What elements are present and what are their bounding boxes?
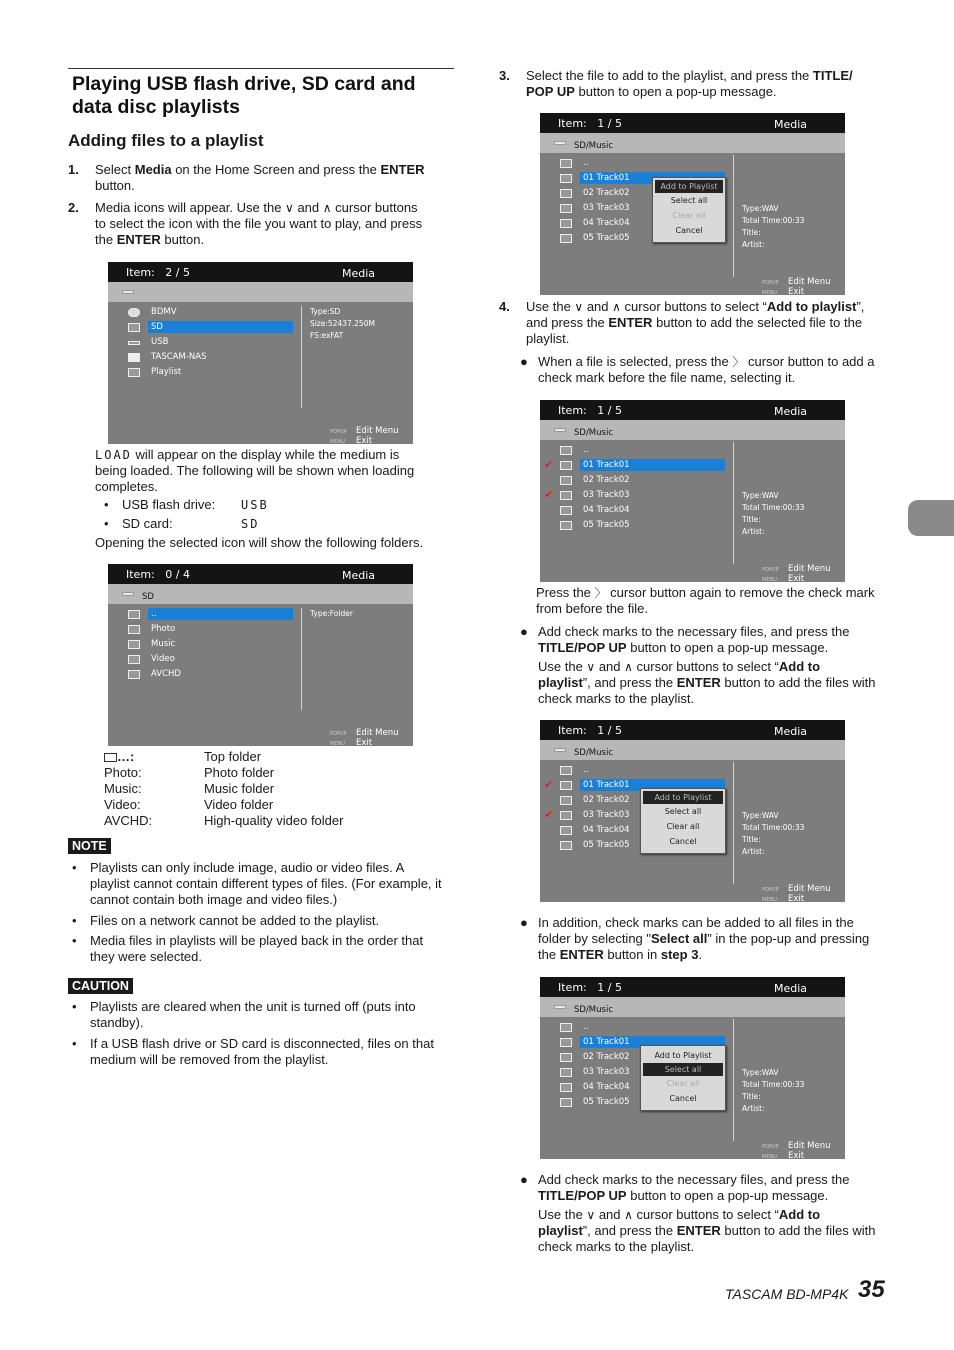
- folder-icon: [560, 766, 572, 775]
- playlist-icon: [128, 368, 140, 377]
- section-title: Adding files to a playlist: [68, 131, 264, 150]
- list-item[interactable]: ..: [560, 1021, 730, 1034]
- item-counter: Item: 0 / 4: [126, 568, 190, 581]
- screen-header: [540, 113, 845, 133]
- step-number: 2.: [68, 200, 79, 215]
- list-item[interactable]: 04 Track04: [560, 1081, 730, 1094]
- check-icon: ✔: [544, 458, 554, 471]
- item-counter: Item: 2 / 5: [126, 266, 190, 279]
- folder-icon: [128, 610, 140, 619]
- list-item[interactable]: 02 Track02: [560, 187, 730, 200]
- usb-icon: [128, 341, 140, 345]
- list-item[interactable]: 02 Track02: [560, 794, 730, 807]
- text: button.: [160, 232, 205, 247]
- folder-icon: [128, 655, 140, 664]
- divider: [301, 306, 302, 408]
- popup-clear-all[interactable]: Clear all: [666, 822, 700, 831]
- list-item[interactable]: 02 Track02: [560, 1051, 730, 1064]
- popup-select-all[interactable]: Select all: [670, 196, 708, 205]
- folder-desc: Top folder: [204, 749, 262, 764]
- music-file-icon: [560, 189, 572, 198]
- step-4: [499, 299, 889, 349]
- text: Media: [134, 162, 172, 177]
- list-item[interactable]: 03 Track03: [560, 1066, 730, 1079]
- popup-menu: [640, 788, 726, 854]
- check-icon: ✔: [544, 778, 554, 791]
- list-item[interactable]: SD: [128, 321, 298, 334]
- up-cursor-icon: ∧: [624, 1208, 633, 1222]
- screen-title: Media: [341, 569, 375, 582]
- path-bar: SD/Music: [540, 133, 845, 153]
- divider: [301, 608, 302, 710]
- list-item: ● In addition, check marks can be added to all files in the folder by selecting "Select all” in the pop-up and pressing the ENTER button in step 3.: [520, 915, 870, 962]
- load-paragraph: [95, 447, 455, 497]
- caution-item: • If a USB flash drive or SD card is disconnected, files on that medium will be removed from the playlist.: [72, 1036, 434, 1067]
- music-file-icon: [560, 1053, 572, 1062]
- music-file-icon: [560, 476, 572, 485]
- folder-icon: [560, 446, 572, 455]
- text: POP UP: [526, 84, 575, 99]
- popup-menu: [640, 1045, 726, 1111]
- text: button.: [95, 178, 135, 193]
- list-item: • SD card: SD: [104, 516, 260, 531]
- divider: [733, 762, 734, 884]
- music-file-icon: [560, 811, 572, 820]
- screen-media: [108, 262, 413, 444]
- screen-header: [108, 262, 413, 282]
- list-item[interactable]: Video: [128, 653, 298, 666]
- screen-title: Media: [773, 982, 807, 995]
- text: being loaded. The following will be shown when loading: [95, 463, 415, 478]
- folder-icon: [128, 670, 140, 679]
- down-cursor-icon: ∨: [586, 660, 596, 674]
- divider: [733, 442, 734, 564]
- path-bar: SD/Music: [540, 740, 845, 760]
- list-item[interactable]: 03 Track03: [560, 809, 730, 822]
- folder-desc: Photo folder: [204, 765, 275, 780]
- list-item[interactable]: ..: [560, 444, 730, 457]
- note-tag: NOTE: [68, 838, 111, 854]
- info-panel: Type:Folder: [310, 609, 353, 618]
- folder-desc: Music folder: [204, 781, 275, 796]
- text: and: [293, 200, 323, 215]
- text-block: Press the 〉 cursor button again to remove the check mark from before the file.: [536, 585, 875, 616]
- folder-key: Video:: [104, 797, 141, 812]
- popup-add-to-playlist[interactable]: Add to Playlist: [655, 180, 723, 193]
- list-item: ● Add check marks to the necessary files, and press the TITLE/POP UP button to open a pop-up message. Use the ∨ and ∧ cursor buttons to select “Add to playlist”, and press the ENTER button to add the files with check marks to the playlist.: [520, 1172, 876, 1254]
- path-bar: SD: [108, 584, 413, 604]
- screen-title: Media: [773, 725, 807, 738]
- check-icon: ✔: [544, 808, 554, 821]
- screen-sd: [108, 564, 413, 746]
- music-file-icon: [560, 219, 572, 228]
- screen-title: Media: [773, 405, 807, 418]
- folder-icon: [560, 159, 572, 168]
- network-icon: [128, 353, 140, 362]
- right-cursor-icon: 〉: [732, 355, 745, 369]
- list-item[interactable]: TASCAM-NAS: [128, 351, 298, 364]
- folder-table: [104, 749, 454, 831]
- text: ENTER: [380, 162, 425, 177]
- footer-hints: POPUP Edit Menu MENU Exit: [762, 564, 831, 582]
- list-item[interactable]: 05 Track05: [560, 1096, 730, 1109]
- screen-header: [108, 564, 413, 584]
- info-panel: Type:WAV Total Time:00:33 Title: Artist:: [742, 1068, 805, 1113]
- folder-icon: [554, 428, 566, 432]
- music-file-icon: [560, 174, 572, 183]
- screen-header: [540, 720, 845, 740]
- divider: [733, 155, 734, 277]
- list-item[interactable]: 05 Track05: [560, 232, 730, 245]
- list-item[interactable]: 05 Track05: [560, 839, 730, 852]
- caution-tag: CAUTION: [68, 978, 133, 994]
- list-item[interactable]: 04 Track04: [560, 504, 730, 517]
- text: cursor buttons: [331, 200, 418, 215]
- list-item[interactable]: 01 Track01: [560, 172, 730, 185]
- footer-hints: POPUP Edit Menu MENU Exit: [762, 1141, 831, 1159]
- music-file-icon: [560, 1038, 572, 1047]
- item-counter: Item: 1 / 5: [558, 981, 622, 994]
- path-bar: SD/Music: [540, 420, 845, 440]
- music-file-icon: [560, 491, 572, 500]
- popup-add-to-playlist[interactable]: Add to Playlist: [643, 791, 723, 804]
- disc-icon: [128, 308, 140, 317]
- lcd-text: LOAD: [95, 448, 132, 462]
- text: TITLE/: [812, 68, 853, 83]
- footer-hints: POPUP Edit Menu MENU Exit: [762, 884, 831, 902]
- music-file-icon: [560, 796, 572, 805]
- path-bar: SD/Music: [540, 997, 845, 1017]
- step-number: 1.: [68, 162, 79, 177]
- item-counter: Item: 1 / 5: [558, 117, 622, 130]
- caution-item: • Playlists are cleared when the unit is turned off (puts into standby).: [72, 999, 416, 1030]
- list-item[interactable]: 03 Track03: [560, 489, 730, 502]
- folder-icon: [104, 753, 117, 762]
- text: Opening the selected icon will show the following folders.: [95, 535, 424, 550]
- music-file-icon: [560, 506, 572, 515]
- list-item[interactable]: ..: [560, 764, 730, 777]
- music-file-icon: [560, 841, 572, 850]
- list-item: ● When a file is selected, press the 〉 cursor button to add a check mark before the file name, selecting it.: [520, 354, 875, 385]
- folder-icon: [122, 290, 134, 294]
- section-tab: [908, 500, 954, 536]
- down-cursor-icon: ∨: [285, 201, 294, 215]
- music-file-icon: [560, 1083, 572, 1092]
- music-file-icon: [560, 234, 572, 243]
- list-item[interactable]: BDMV: [128, 306, 298, 319]
- note-item: • Media files in playlists will be played back in the order that they were selected.: [72, 933, 424, 964]
- divider: [733, 1019, 734, 1141]
- music-file-icon: [560, 826, 572, 835]
- popup-add-to-playlist[interactable]: Add to Playlist: [654, 1051, 712, 1060]
- step-number: 3.: [499, 68, 510, 83]
- footer-hints: POPUP Edit Menu MENU Exit: [330, 728, 399, 746]
- folder-icon: [554, 141, 566, 145]
- screen-music-select-all: [540, 977, 845, 1159]
- down-cursor-icon: ∨: [574, 300, 584, 314]
- list-item[interactable]: Music: [128, 638, 298, 651]
- text: on the Home Screen and press the: [171, 162, 381, 177]
- folder-key: Music:: [104, 781, 142, 796]
- step-text: [95, 200, 455, 248]
- footer-hints: POPUP Edit Menu MENU Exit: [762, 277, 831, 295]
- text: Select the file to add to the playlist, and press the: [526, 68, 813, 83]
- list-item[interactable]: 01 Track01: [560, 459, 730, 472]
- list-item[interactable]: 04 Track04: [560, 217, 730, 230]
- up-cursor-icon: ∧: [322, 201, 332, 215]
- screen-music-checked-popup: [540, 720, 845, 902]
- step-1: [68, 162, 454, 196]
- text: ENTER: [116, 232, 161, 247]
- item-counter: Item: 1 / 5: [558, 724, 622, 737]
- folder-icon: [128, 625, 140, 634]
- music-file-icon: [560, 781, 572, 790]
- folder-key: AVCHD:: [104, 813, 153, 828]
- screen-header: [540, 400, 845, 420]
- step-2: [68, 200, 454, 250]
- list-item: • USB flash drive: USB: [104, 497, 269, 512]
- text: Select: [95, 162, 135, 177]
- up-cursor-icon: ∧: [624, 660, 633, 674]
- popup-clear-all[interactable]: Clear all: [666, 1079, 700, 1088]
- info-panel: Type:WAV Total Time:00:33 Title: Artist:: [742, 204, 805, 249]
- info-panel: Type:SD Size:52437.250M FS:exFAT: [310, 307, 375, 340]
- screen-title: Media: [341, 267, 375, 280]
- music-file-icon: [560, 204, 572, 213]
- step-text: Use the ∨ and ∧ cursor buttons to select “Add to playlist”, and press the ENTER button to add the selected file to the playlist.: [526, 299, 865, 346]
- step-3: [499, 68, 889, 102]
- folder-icon: [122, 592, 134, 596]
- popup-clear-all[interactable]: Clear all: [672, 211, 706, 220]
- footer-brand: TASCAM BD-MP4K: [725, 1286, 849, 1302]
- folder-icon: [560, 1023, 572, 1032]
- item-counter: Item: 1 / 5: [558, 404, 622, 417]
- list-item[interactable]: Playlist: [128, 366, 298, 379]
- page-number: 35: [858, 1276, 885, 1303]
- check-icon: ✔: [544, 488, 554, 501]
- info-panel: Type:WAV Total Time:00:33 Title: Artist:: [742, 811, 805, 856]
- folder-desc: Video folder: [204, 797, 274, 812]
- screen-music-checked: [540, 400, 845, 582]
- list-item[interactable]: ..: [128, 608, 298, 621]
- list-item[interactable]: USB: [128, 336, 298, 349]
- step-text: [526, 68, 886, 100]
- list-item[interactable]: 04 Track04: [560, 824, 730, 837]
- list-item[interactable]: 03 Track03: [560, 202, 730, 215]
- list-item[interactable]: 02 Track02: [560, 474, 730, 487]
- down-cursor-icon: ∨: [586, 1208, 596, 1222]
- up-cursor-icon: ∧: [612, 300, 621, 314]
- text: the: [95, 232, 117, 247]
- folder-icon: [128, 640, 140, 649]
- list-item[interactable]: 05 Track05: [560, 519, 730, 532]
- screen-music-popup: [540, 113, 845, 295]
- text: Media icons will appear. Use the: [95, 200, 286, 215]
- list-item[interactable]: ..: [560, 157, 730, 170]
- popup-select-all[interactable]: Select all: [664, 807, 702, 816]
- list-item[interactable]: AVCHD: [128, 668, 298, 681]
- text: will appear on the display while the medium is: [131, 447, 400, 462]
- info-panel: Type:WAV Total Time:00:33 Title: Artist:: [742, 491, 805, 536]
- folder-icon: [554, 748, 566, 752]
- page-title: Playing USB flash drive, SD card and data disc playlists: [68, 68, 454, 119]
- sd-card-icon: [128, 323, 140, 332]
- popup-cancel[interactable]: Cancel: [675, 226, 703, 235]
- right-cursor-icon: 〉: [594, 586, 607, 600]
- music-file-icon: [560, 1068, 572, 1077]
- music-file-icon: [560, 1098, 572, 1107]
- folder-icon: [554, 1005, 566, 1009]
- list-item[interactable]: 01 Track01: [560, 1036, 730, 1049]
- popup-select-all[interactable]: Select all: [643, 1063, 723, 1076]
- music-file-icon: [560, 461, 572, 470]
- note-item: • Files on a network cannot be added to the playlist.: [72, 913, 380, 928]
- footer-hints: POPUP Edit Menu MENU Exit: [330, 426, 399, 444]
- folder-desc: High-quality video folder: [204, 813, 344, 828]
- popup-cancel[interactable]: Cancel: [669, 1094, 697, 1103]
- note-item: • Playlists can only include image, audio or video files. A playlist cannot contain different types of files. (For example, it cannot contain both image and video files.): [72, 860, 442, 907]
- popup-menu: [652, 177, 726, 243]
- list-item: ● Add check marks to the necessary files, and press the TITLE/POP UP button to open a pop-up message. Use the ∨ and ∧ cursor buttons to select “Add to playlist”, and press the ENTER button to add the files with check marks to the playlist.: [520, 624, 876, 706]
- text: to select the icon with the file you want to play, and press: [95, 216, 423, 231]
- popup-cancel[interactable]: Cancel: [669, 837, 697, 846]
- step-text: [95, 162, 425, 194]
- folder-key: …:: [117, 749, 135, 764]
- list-item[interactable]: Photo: [128, 623, 298, 636]
- text: button to open a pop-up message.: [574, 84, 777, 99]
- text: completes.: [95, 479, 158, 494]
- folder-key: Photo:: [104, 765, 142, 780]
- music-file-icon: [560, 521, 572, 530]
- screen-header: [540, 977, 845, 997]
- screen-title: Media: [773, 118, 807, 131]
- step-number: 4.: [499, 299, 510, 314]
- list-item[interactable]: 01 Track01: [560, 779, 730, 792]
- path-bar: [108, 282, 413, 302]
